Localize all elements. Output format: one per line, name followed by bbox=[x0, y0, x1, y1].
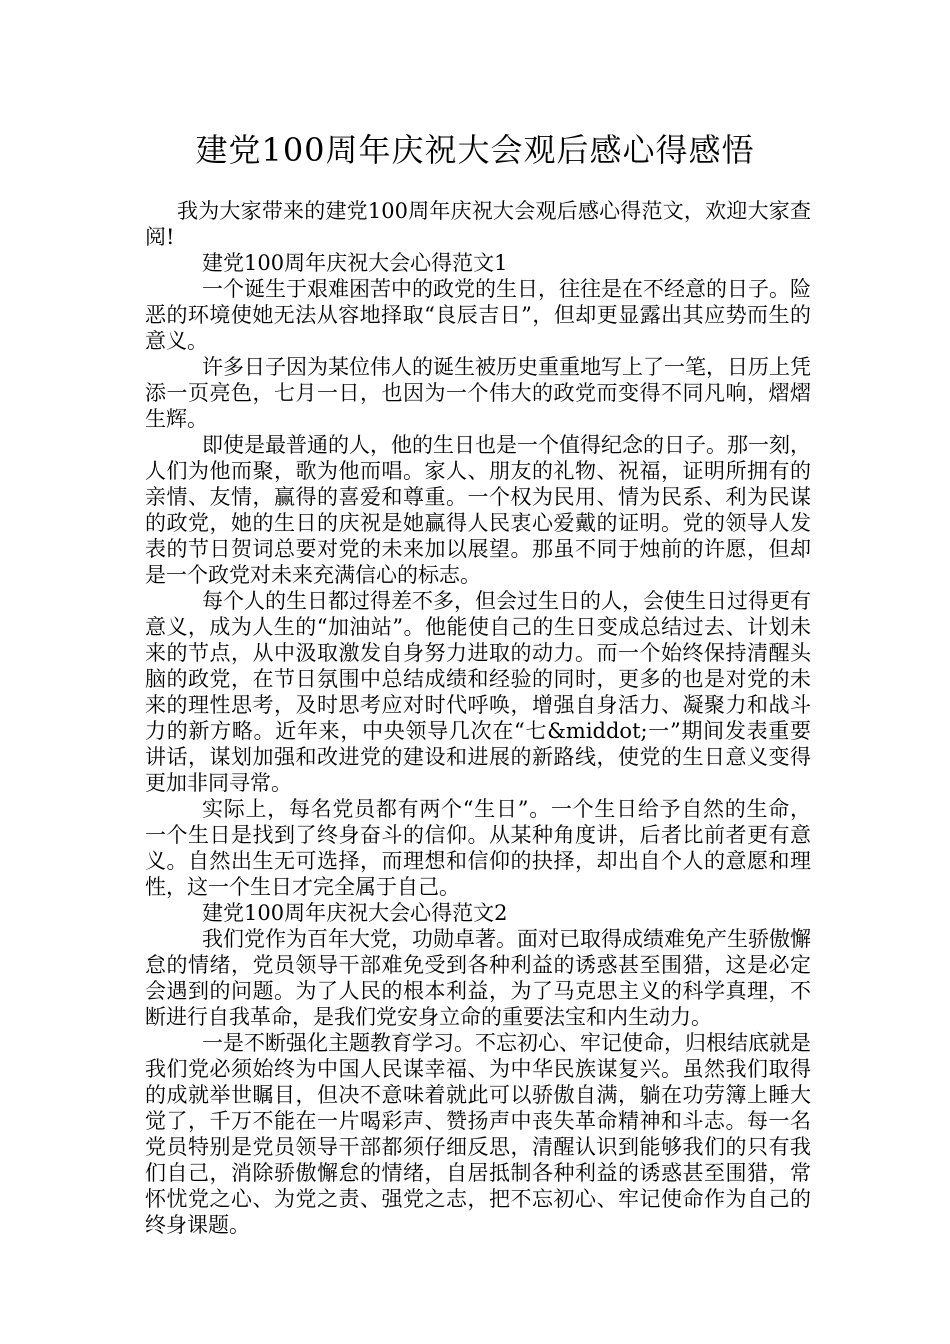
intro-paragraph: 我为大家带来的建党100周年庆祝大会观后感心得范文，欢迎大家查阅! bbox=[145, 199, 811, 249]
section-1-heading: 建党100周年庆祝大会心得范文1 bbox=[202, 251, 508, 275]
section-1-paragraph-1: 一个诞生于艰难困苦中的政党的生日，往往是在不经意的日子。险恶的环境使她无法从容地择取“良辰吉日”，但却更显露出其应势而生的意义。 bbox=[145, 277, 811, 353]
page-title: 建党100周年庆祝大会观后感心得感悟 bbox=[195, 131, 755, 169]
section-2-heading: 建党100周年庆祝大会心得范文2 bbox=[202, 901, 508, 925]
section-2-paragraph-1: 我们党作为百年大党，功勋卓著。面对已取得成绩难免产生骄傲懈怠的情绪，党员领导干部难免受到各种利益的诱惑甚至围猎，这是必定会遇到的问题。为了人民的根本利益，为了马克思主义的科学真理，不断进行自我革命，是我们党安身立命的重要法宝和内生动力。 bbox=[145, 927, 811, 1029]
section-1-paragraph-2: 许多日子因为某位伟人的诞生被历史重重地写上了一笔，日历上凭添一页亮色，七月一日，也因为一个伟大的政党而变得不同凡响，熠熠生辉。 bbox=[145, 355, 811, 431]
section-1-paragraph-3: 即使是最普通的人，他的生日也是一个值得纪念的日子。那一刻，人们为他而聚，歌为他而唱。家人、朋友的礼物、祝福，证明所拥有的亲情、友情，赢得的喜爱和尊重。一个权为民用、情为民系、利为民谋的政党，她的生日的庆祝是她赢得人民衷心爱戴的证明。党的领导人发表的节日贺词总要对党的未来加以展望。那虽不同于烛前的许愿，但却是一个政党对未来充满信心的标志。 bbox=[145, 433, 811, 587]
document-body bbox=[145, 198, 811, 1238]
section-2-paragraph-2: 一是不断强化主题教育学习。不忘初心、牢记使命，归根结底就是我们党必须始终为中国人民谋幸福、为中华民族谋复兴。虽然我们取得的成就举世瞩目，但决不意味着就此可以骄傲自满，躺在功劳簿上睡大觉了，千万不能在一片喝彩声、赞扬声中丧失革命精神和斗志。每一名党员特别是党员领导干部都须仔细反思，清醒认识到能够我们的只有我们自己，消除骄傲懈怠的情绪，自居抵制各种利益的诱惑甚至围猎，常怀忧党之心、为党之责、强党之志，把不忘初心、牢记使命作为自己的终身课题。 bbox=[145, 1031, 811, 1237]
section-1-paragraph-5: 实际上，每名党员都有两个“生日”。一个生日给予自然的生命，一个生日是找到了终身奋斗的信仰。从某种角度讲，后者比前者更有意义。自然出生无可选择，而理想和信仰的抉择，却出自个人的意愿和理性，这一个生日才完全属于自己。 bbox=[145, 797, 811, 899]
section-1-paragraph-4: 每个人的生日都过得差不多，但会过生日的人，会使生日过得更有意义，成为人生的“加油站”。他能使自己的生日变成总结过去、计划未来的节点，从中汲取激发自身努力进取的动力。而一个始终保持清醒头脑的政党，在节日氛围中总结成绩和经验的同时，更多的也是对党的未来的理性思考，及时思考应对时代呼唤，增强自身活力、凝聚力和战斗力的新方略。近年来，中央领导几次在“七&middot;一”期间发表重要讲话，谋划加强和改进党的建设和进展的新路线，使党的生日意义变得更加非同寻常。 bbox=[145, 589, 811, 795]
